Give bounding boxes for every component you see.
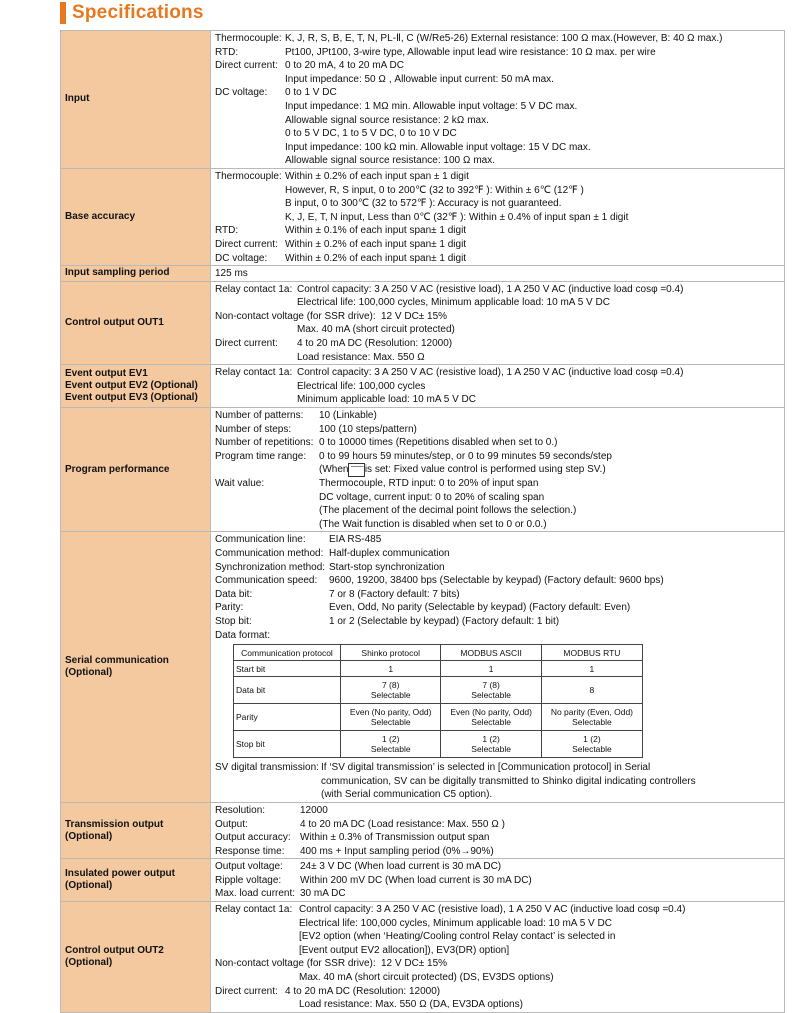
spec-line: [215, 615, 780, 629]
spec-line: [215, 423, 780, 437]
spec-value: Electrical life: 100,000 cycles: [297, 380, 426, 392]
spec-row-label: [61, 902, 211, 1013]
spec-line: [215, 366, 780, 380]
spec-key: [215, 73, 285, 87]
spec-key: Direct current:: [215, 338, 278, 350]
label-line: Base accuracy: [65, 211, 136, 223]
spec-key: Number of steps:: [215, 423, 292, 435]
spec-line: [215, 629, 780, 643]
spec-key: [215, 930, 299, 944]
data-format-cell: [541, 677, 642, 704]
spec-key: Program time range:: [215, 450, 307, 462]
spec-key: [215, 944, 299, 958]
spec-line: [215, 170, 780, 184]
spec-value: Pt100, JPt100, 3-wire type, Allowable input lead wire resistance: 10 Ω max. per wire: [285, 46, 656, 58]
spec-key: [215, 323, 297, 337]
data-format-row: [234, 704, 643, 731]
spec-key: [215, 504, 319, 518]
spec-value: Half-duplex communication: [329, 547, 450, 559]
spec-key: [215, 380, 297, 394]
page-title: Specifications: [72, 2, 204, 23]
spec-value: Thermocouple, RTD input: 0 to 20% of input span: [319, 478, 539, 489]
spec-value: 4 to 20 mA DC (Resolution: 12000): [297, 338, 453, 350]
spec-row-label: [61, 859, 211, 902]
spec-row: [61, 31, 785, 169]
spec-key: Data format:: [215, 629, 271, 641]
data-format-row-label: Data bit: [234, 677, 341, 704]
spec-key: Stop bit:: [215, 615, 252, 627]
spec-line: [215, 337, 780, 351]
spec-line: [215, 831, 780, 845]
spec-key: DC voltage:: [215, 252, 268, 264]
spec-key: Data bit:: [215, 588, 253, 600]
cell-line: Selectable: [370, 717, 411, 728]
spec-key: Output accuracy:: [215, 832, 291, 844]
cell-line: 1: [589, 663, 595, 674]
spec-key: Number of repetitions:: [215, 437, 314, 449]
cell-line: 8: [589, 685, 595, 696]
spec-line: [215, 788, 780, 802]
spec-value: Within ± 0.1% of each input span± 1 digit: [285, 225, 467, 237]
spec-line: [215, 561, 780, 575]
spec-row: [61, 532, 785, 803]
spec-line: [215, 504, 780, 518]
spec-key: [215, 788, 321, 802]
spec-value: DC voltage, current input: 0 to 20% of scaling span: [319, 491, 545, 503]
spec-key: [215, 971, 299, 985]
spec-key: Synchronization method:: [215, 561, 326, 573]
spec-key: Output:: [215, 818, 248, 830]
spec-row-value: [211, 168, 785, 265]
label-line: Event output EV1: [65, 368, 148, 380]
cell-line: Selectable: [572, 744, 612, 755]
spec-key: Communication speed:: [215, 575, 318, 587]
spec-key: [215, 917, 299, 931]
cell-line: 7 (8): [381, 680, 400, 691]
spec-key: Direct current:: [215, 238, 278, 250]
spec-line: [215, 323, 780, 337]
spec-value: 12 V DC± 15%: [381, 958, 448, 970]
label-line: Event output EV3 (Optional): [65, 392, 198, 404]
spec-row: [61, 802, 785, 858]
spec-key: [215, 351, 297, 365]
spec-row-value: [211, 859, 785, 902]
spec-row-value: [211, 281, 785, 365]
spec-line: [215, 310, 780, 324]
spec-line: [215, 267, 780, 281]
spec-key: Parity:: [215, 602, 244, 614]
spec-value: K, J, R, S, B, E, T, N, PL-Ⅱ, C (W/Re5-26) External resistance: 100 Ω max.(However, B: 40 Ω max.): [285, 33, 723, 44]
spec-line: [215, 775, 780, 789]
spec-value: Load resistance: Max. 550 Ω: [297, 351, 425, 363]
label-line: Control output OUT1: [65, 316, 164, 328]
data-format-cell: [441, 704, 541, 731]
spec-line: [215, 224, 780, 238]
spec-value: Input impedance: 100 kΩ min. Allowable input voltage: 15 V DC max.: [285, 141, 591, 153]
spec-row-label: [61, 168, 211, 265]
blank-time-symbol: −−−−: [348, 463, 364, 477]
cell-line: Selectable: [471, 744, 511, 755]
spec-line: [215, 761, 780, 775]
label-line: Program performance: [65, 463, 170, 475]
spec-value: (The Wait function is disabled when set to 0 or 0.0.): [319, 518, 547, 530]
spec-line: [215, 477, 780, 491]
spec-value: Minimum applicable load: 10 mA 5 V DC: [297, 394, 476, 406]
spec-key: [215, 154, 285, 168]
spec-line: [215, 845, 780, 859]
spec-key: DC voltage:: [215, 87, 268, 99]
spec-line: [215, 588, 780, 602]
data-format-row-label: Start bit: [234, 661, 341, 677]
spec-value: 10 (Linkable): [319, 410, 377, 422]
spec-row: [61, 859, 785, 902]
spec-row: [61, 365, 785, 408]
spec-key: [215, 197, 285, 211]
spec-value: 7 or 8 (Factory default: 7 bits): [329, 588, 460, 600]
spec-value: Within ± 0.2% of each input span± 1 digit: [285, 238, 467, 250]
cell-line: Selectable: [471, 717, 511, 728]
cell-line: Selectable: [572, 717, 612, 728]
spec-key: Output voltage:: [215, 861, 283, 873]
data-format-row: [234, 731, 643, 758]
spec-line: [215, 804, 780, 818]
specifications-table: [60, 30, 785, 1013]
spec-line: [215, 874, 780, 888]
cell-line: Even (No parity, Odd): [450, 707, 532, 718]
spec-key: Direct current:: [215, 985, 278, 997]
spec-value: Input impedance: 1 MΩ min. Allowable input voltage: 5 V DC max.: [285, 100, 578, 112]
spec-row-label: [61, 31, 211, 169]
spec-value-tail: is set: Fixed value control is performed using step SV.): [364, 464, 606, 476]
data-format-row-label: Stop bit: [234, 731, 341, 758]
spec-value: Within 200 mV DC (When load current is 30 mA DC): [300, 874, 532, 886]
spec-value: 0 to 1 V DC: [285, 87, 337, 99]
data-format-cell: [341, 731, 441, 758]
spec-value: 24± 3 V DC (When load current is 30 mA DC): [300, 861, 502, 873]
spec-value: 4 to 20 mA DC (Load resistance: Max. 550 Ω ): [300, 818, 505, 830]
spec-line: [215, 998, 780, 1012]
spec-line: [215, 393, 780, 407]
spec-key: RTD:: [215, 46, 239, 58]
spec-key: Direct current:: [215, 60, 278, 72]
data-format-row: [234, 661, 643, 677]
spec-row-label: [61, 266, 211, 282]
spec-value: Within ± 0.2% of each input span± 1 digit: [285, 252, 467, 264]
spec-value: Start-stop synchronization: [329, 561, 445, 573]
label-line: Input: [65, 93, 90, 105]
spec-line: [215, 574, 780, 588]
spec-value: 0 to 99 hours 59 minutes/step, or 0 to 99 minutes 59 seconds/step: [319, 450, 612, 462]
spec-key: RTD:: [215, 225, 239, 237]
spec-key: Number of patterns:: [215, 410, 304, 422]
spec-row-value: [211, 802, 785, 858]
spec-value: [EV2 option (when ‘Heating/Cooling control Relay contact’ is selected in: [299, 931, 616, 943]
spec-line: [215, 380, 780, 394]
spec-key: [215, 518, 319, 532]
spec-row-value: [211, 408, 785, 532]
spec-key: [215, 141, 285, 155]
cell-line: 1 (2): [583, 734, 601, 745]
spec-value: 125 ms: [215, 268, 248, 280]
spec-value: Control capacity: 3 A 250 V AC (resistive load), 1 A 250 V AC (inductive load cosφ =0.4): [299, 904, 686, 916]
spec-value: 1 or 2 (Selectable by keypad) (Factory default: 1 bit): [329, 615, 560, 627]
spec-row-label: [61, 281, 211, 365]
spec-key: Response time:: [215, 845, 285, 857]
data-format-cell: [441, 731, 541, 758]
cell-line: 7 (8): [482, 680, 500, 691]
spec-value: EIA RS-485: [329, 534, 382, 546]
label-line: Control output OUT2: [65, 944, 164, 956]
spec-value: Within ± 0.3% of Transmission output span: [300, 832, 490, 844]
spec-key: [215, 463, 319, 477]
data-format-cell: [341, 677, 441, 704]
spec-value: (When: [319, 464, 349, 476]
cell-line: 1: [488, 663, 494, 674]
spec-line: [215, 887, 780, 901]
spec-value: (with Serial communication C5 option).: [321, 789, 493, 801]
data-format-header-row: [234, 645, 643, 661]
spec-key: [215, 393, 297, 407]
spec-key: Relay contact 1a:: [215, 367, 293, 379]
spec-value: 30 mA DC: [300, 888, 346, 900]
spec-value: Even, Odd, No parity (Selectable by keypad) (Factory default: Even): [329, 602, 631, 614]
spec-value: communication, SV can be digitally transmitted to Shinko digital indicating controllers: [321, 775, 696, 787]
spec-key: Wait value:: [215, 478, 265, 489]
spec-line: [215, 114, 780, 128]
spec-key: Communication line:: [215, 534, 306, 546]
data-format-cell: [441, 661, 541, 677]
spec-line: [215, 296, 780, 310]
spec-line: [215, 450, 780, 464]
spec-value: 4 to 20 mA DC (Resolution: 12000): [285, 985, 441, 997]
data-format-header: Shinko protocol: [341, 645, 441, 661]
spec-row-label: [61, 532, 211, 803]
section-header: [60, 0, 204, 26]
spec-line: [215, 436, 780, 450]
data-format-cell: [541, 731, 642, 758]
spec-line: [215, 518, 780, 532]
label-line: Input sampling period: [65, 267, 170, 279]
spec-row: [61, 281, 785, 365]
spec-value: However, R, S input, 0 to 200℃ (32 to 392℉ ): Within ± 6℃ (12℉ ): [285, 184, 584, 196]
cell-line: Selectable: [370, 744, 411, 755]
spec-value: 0 to 10000 times (Repetitions disabled when set to 0.): [319, 437, 558, 449]
spec-line: [215, 100, 780, 114]
spec-line: [215, 533, 780, 547]
spec-key: Ripple voltage:: [215, 874, 282, 886]
spec-value: 100 (10 steps/pattern): [319, 423, 417, 435]
header-accent-bar: [60, 2, 66, 24]
spec-row-label: [61, 408, 211, 532]
spec-value: Within ± 0.2% of each input span ± 1 digit: [285, 170, 469, 182]
spec-key: [215, 998, 299, 1012]
spec-value: Max. 40 mA (short circuit protected): [297, 324, 455, 336]
spec-row: [61, 902, 785, 1013]
spec-line: [215, 238, 780, 252]
spec-key: Non-contact voltage (for SSR drive):: [215, 310, 376, 322]
spec-line: [215, 73, 780, 87]
spec-value: 12000: [300, 804, 328, 816]
spec-line: [215, 860, 780, 874]
spec-value: Electrical life: 100,000 cycles, Minimum applicable load: 10 mA 5 V DC: [299, 917, 612, 929]
spec-key: Communication method:: [215, 547, 324, 559]
spec-line: [215, 154, 780, 168]
spec-key: [215, 100, 285, 114]
data-format-row: [234, 677, 643, 704]
data-format-header: MODBUS RTU: [541, 645, 642, 661]
data-format-cell: [341, 661, 441, 677]
spec-key: [215, 491, 319, 505]
data-format-cell: [441, 677, 541, 704]
spec-line: [215, 351, 780, 365]
spec-value: If ‘SV digital transmission’ is selected in [Communication protocol] in Serial: [321, 762, 651, 774]
spec-key: Max. load current:: [215, 888, 296, 900]
spec-value: 9600, 19200, 38400 bps (Selectable by keypad) (Factory default: 9600 bps): [329, 575, 664, 587]
spec-key: SV digital transmission:: [215, 762, 319, 774]
cell-line: 1 (2): [381, 734, 400, 745]
spec-key: Thermocouple:: [215, 170, 282, 182]
spec-line: [215, 184, 780, 198]
cell-line: No parity (Even, Odd): [550, 707, 634, 718]
spec-line: [215, 283, 780, 297]
label-line: (Optional): [65, 956, 113, 968]
label-line: Transmission output: [65, 818, 164, 830]
spec-line: [215, 601, 780, 615]
spec-value: K, J, E, T, N input, Less than 0℃ (32℉ ): Within ± 0.4% of input span ± 1 digit: [285, 211, 629, 223]
data-format-table: [233, 644, 643, 758]
spec-line: [215, 127, 780, 141]
spec-value: Max. 40 mA (short circuit protected) (DS, EV3DS options): [299, 972, 554, 984]
data-format-header: MODBUS ASCII: [441, 645, 541, 661]
spec-key: Resolution:: [215, 804, 266, 816]
spec-line: [215, 463, 780, 477]
cell-line: Even (No parity, Odd): [349, 707, 432, 718]
spec-key: [215, 211, 285, 225]
spec-line: [215, 46, 780, 60]
spec-key: Relay contact 1a:: [215, 904, 293, 916]
spec-value: [Event output EV2 allocation]), EV3(DR) option]: [299, 944, 510, 956]
spec-value: B input, 0 to 300℃ (32 to 572℉ ): Accuracy is not guaranteed.: [285, 198, 562, 210]
spec-line: [215, 491, 780, 505]
spec-row: [61, 408, 785, 532]
label-line: (Optional): [65, 880, 113, 892]
label-line: (Optional): [65, 667, 113, 679]
data-format-cell: [341, 704, 441, 731]
spec-value: Input impedance: 50 Ω , Allowable input current: 50 mA max.: [285, 73, 554, 85]
data-format-cell: [541, 704, 642, 731]
spec-line: [215, 985, 780, 999]
spec-line: [215, 32, 780, 46]
spec-line: [215, 409, 780, 423]
spec-line: [215, 252, 780, 266]
spec-value: (The placement of the decimal point follows the selection.): [319, 505, 577, 517]
spec-row-value: [211, 365, 785, 408]
spec-row: [61, 168, 785, 265]
cell-line: Selectable: [471, 690, 511, 701]
spec-key: [215, 114, 285, 128]
spec-key: Relay contact 1a:: [215, 283, 293, 295]
spec-row: [61, 266, 785, 282]
label-line: Insulated power output: [65, 868, 175, 880]
label-line: Serial communication: [65, 655, 169, 667]
spec-line: [215, 930, 780, 944]
cell-line: 1: [388, 663, 394, 674]
spec-key: [215, 127, 285, 141]
spec-value: Electrical life: 100,000 cycles, Minimum applicable load: 10 mA 5 V DC: [297, 297, 610, 309]
spec-row-value: [211, 31, 785, 169]
spec-value: 0 to 5 V DC, 1 to 5 V DC, 0 to 10 V DC: [285, 128, 457, 140]
label-line: Event output EV2 (Optional): [65, 380, 198, 392]
spec-value: 12 V DC± 15%: [381, 310, 448, 322]
spec-value: 400 ms + Input sampling period (0%→90%): [300, 845, 494, 857]
spec-value: Allowable signal source resistance: 2 kΩ max.: [285, 114, 489, 126]
data-format-header: Communication protocol: [234, 645, 341, 661]
spec-line: [215, 903, 780, 917]
spec-row-value: [211, 266, 785, 282]
cell-line: Selectable: [370, 690, 411, 701]
spec-value: 0 to 20 mA, 4 to 20 mA DC: [285, 60, 404, 72]
spec-line: [215, 917, 780, 931]
spec-row-value: [211, 532, 785, 803]
cell-line: 1 (2): [482, 734, 500, 745]
spec-row-label: [61, 365, 211, 408]
data-format-cell: [541, 661, 642, 677]
spec-line: [215, 957, 780, 971]
spec-line: [215, 211, 780, 225]
spec-line: [215, 971, 780, 985]
spec-key: [215, 775, 321, 789]
spec-line: [215, 547, 780, 561]
spec-key: [215, 184, 285, 198]
label-line: (Optional): [65, 830, 113, 842]
spec-key: Non-contact voltage (for SSR drive):: [215, 958, 376, 970]
spec-row-value: [211, 902, 785, 1013]
spec-value: Control capacity: 3 A 250 V AC (resistive load), 1 A 250 V AC (inductive load cosφ =0.4): [297, 367, 684, 379]
spec-key: Thermocouple:: [215, 33, 282, 44]
spec-value: Control capacity: 3 A 250 V AC (resistive load), 1 A 250 V AC (inductive load cosφ =0.4): [297, 283, 684, 295]
spec-line: [215, 818, 780, 832]
spec-line: [215, 59, 780, 73]
spec-value: Load resistance: Max. 550 Ω (DA, EV3DA options): [299, 999, 523, 1011]
data-format-row-label: Parity: [234, 704, 341, 731]
spec-line: [215, 197, 780, 211]
spec-key: [215, 296, 297, 310]
spec-line: [215, 944, 780, 958]
spec-line: [215, 86, 780, 100]
spec-value: Allowable signal source resistance: 100 Ω max.: [285, 155, 496, 167]
spec-row-label: [61, 802, 211, 858]
spec-line: [215, 141, 780, 155]
